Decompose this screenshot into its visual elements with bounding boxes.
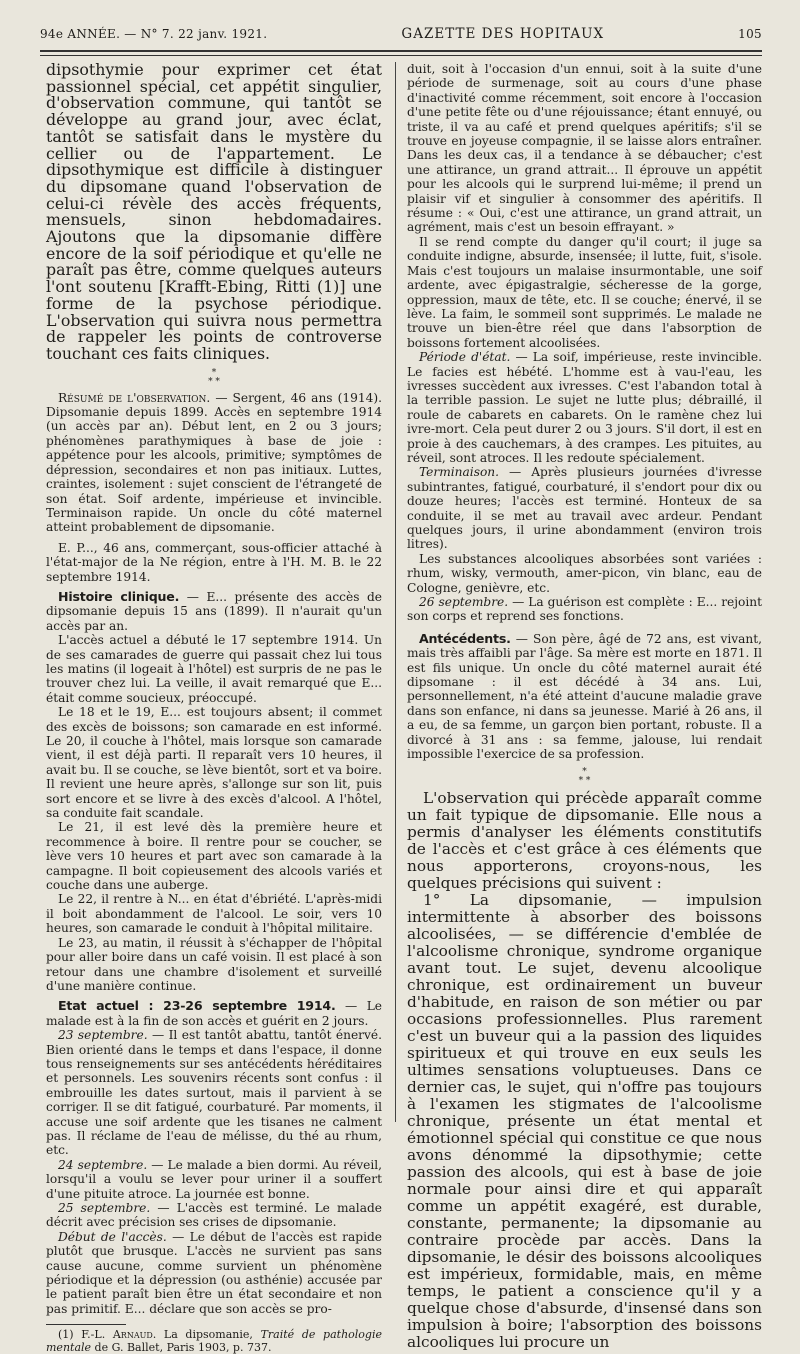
page-header	[40, 26, 762, 48]
antecedents-heading: Antécédents.	[419, 630, 511, 646]
etat-heading: Etat actuel : 23-26 septembre 1914.	[58, 998, 336, 1014]
periode-label: Période d'état.	[419, 350, 511, 365]
resume-text: — Sergent, 46 ans (1914). Dipsomanie depuis 1899. Accès en septembre 1914 (un accès par an). Début lent, en 2 ou 3 jours; phénomènes parathymiques à base de joie : appétence pour les alcools, primitive; symptômes de dépression, secondaires et non pas initiaux. Luttes, craintes, isolement : sujet conscient de l'étrangeté de son état. Soif ardente, impérieuse et invincible. Terminaison rapide. Un oncle du côté maternel atteint probablement de dipsomanie.	[46, 390, 382, 535]
d24-text: — Le malade a bien dormi. Au réveil, lorsqu'il a voulu se lever pour uriner il a souffert d'une pituite atroce. La journée est bonne.	[46, 1157, 382, 1201]
danger-paragraph: Il se rend compte du danger qu'il court; il juge sa conduite indigne, absurde, insensée; il lutte, fuit, s'isole. Mais c'est toujours un malaise insurmontable, une soif ardente, avec épigastralgie, sécheresse de la gorge, oppression, maux de tête, etc. Il se couche; énervé, il se lève. La faim, le sommeil sont supprimés. Le malade ne trouve un bien-être réel que dans l'absorption de boissons fortement alcoolisées.	[407, 234, 762, 350]
d23-paragraph	[46, 1028, 382, 1158]
footnote-title: Traité de pathologie mentale	[46, 1328, 382, 1354]
right-column	[407, 62, 762, 1351]
acces-paragraph: L'accès actuel a débuté le 17 septembre 1914. Un de ses camarades de guerre qui passait chez lui tous les matins (il logeait à l'hôtel) est surpris de ne pas le trouver chez lui. La veille, il avait remarqué que E... était comme soucieux, préoccupé.	[46, 633, 382, 705]
section-separator-2: * * *	[578, 766, 591, 786]
observation-paragraph: L'observation qui précède apparaît comme un fait typique de dipsomanie. Elle nous a permis d'analyser les éléments constitutifs de l'accès et c'est grâce à ces éléments que nous apporterons, croyons-nous, les quelques précisions qui suivent :	[407, 788, 762, 892]
p23-paragraph: Le 23, au matin, il réussit à s'échapper de l'hôpital pour aller boire dans un café voisin. Il est placé à son retour dans une chambre d'isolement et surveillé d'une manière continue.	[46, 935, 382, 993]
journal-title: GAZETTE DES HOPITAUX	[401, 26, 605, 42]
section-separator: * * *	[208, 367, 220, 387]
debut-label: Début de l'accès.	[58, 1229, 167, 1244]
d23-label: 23 septembre.	[58, 1028, 148, 1043]
substances-paragraph: Les substances alcooliques absorbées sont variées : rhum, wisky, vermouth, amer-picon, vin blanc, eau de Cologne, genièvre, etc.	[407, 551, 762, 595]
periode-text: — La soif, impérieuse, reste invincible. Le facies est hébété. L'homme est à vau-l'eau, les ivresses succèdent aux ivresses. C'est l'abandon total à la terrible passion. Le sujet ne lutte plus; débraillé, il roule de cabarets en cabarets. On le ramène chez lui ivre-mort. Cela peut durer 2 ou 3 jours. S'il dort, il est en proie à des cauchemars, à des crampes. Les pituites, au réveil, sont atroces. Il les redoute spécialement.	[407, 350, 762, 465]
terminaison-label: Terminaison.	[419, 465, 500, 480]
p21-paragraph: Le 21, il est levé dès la première heure et recommence à boire. Il rentre pour se coucher, se lève vers 10 heures et part avec son camarade à la campagne. Il boit copieusement des alcools variés et couche dans une auberge.	[46, 820, 382, 893]
d25-label: 25 septembre.	[58, 1201, 151, 1215]
header-rule-thin	[40, 55, 762, 56]
debut-text: — Le début de l'accès est rapide plutôt que brusque. L'accès ne survient pas sans cause aucune, comme survient un phénomène périodique et la dépression (ou asthénie) accusée par le patient paraît bien être un état secondaire et non pas primitif. E... déclare que son accès se pro-	[46, 1229, 382, 1316]
footnote-number: (1)	[58, 1328, 74, 1342]
d25-text: — L'accès est terminé. Le malade décrit avec précision ses crises de dipsomanie.	[46, 1201, 382, 1230]
histoire-paragraph	[46, 590, 382, 633]
periode-paragraph	[407, 350, 762, 465]
d24-paragraph	[46, 1158, 382, 1201]
footnote-author: F.-L. Arnaud.	[73, 1328, 157, 1342]
etat-text: — Le malade est à la fin de son accès et guérit en 2 jours.	[46, 999, 382, 1028]
resume-label: Résumé de l'observation.	[58, 390, 211, 405]
d24-label: 24 septembre.	[58, 1157, 148, 1172]
d26-text: — La guérison est complète : E... rejoint son corps et reprend ses fonctions.	[407, 595, 762, 624]
left-column	[46, 62, 382, 1354]
terminaison-paragraph	[407, 465, 762, 551]
d26-paragraph	[407, 595, 762, 624]
point1-paragraph: 1° La dipsomanie, — impulsion intermittente à absorber des boissons alcoolisées, — se différencie d'emblée de l'alcoolisme chronique, syndrome organique avant tout. Le sujet, devenu alcoolique chronique, est ordinairement un buveur d'habitude, en raison de son métier ou par occasions professionnelles. Plus rarement c'est un buveur qui a la passion des liquides spiritueux et qui trouve en eux seuls les ultimes sensations voluptueuses. Dans ce dernier cas, le sujet, qui n'offre pas toujours à l'examen les stigmates de l'alcoolisme chronique, présente un état mental et émotionnel spécial qui constitue ce que nous avons dénommé la dipsothymie; cette passion des alcools, qui est à base de joie normale pour ainsi dire et qui apparaît comme un appétit exagéré, est durable, constante, permanente; la dipsomanie au contraire procède par accès. Dans la dipsomanie, le désir des boissons alcooliques est impérieux, formidable, mais, en même temps, le patient a conscience qu'il y a quelque chose d'absurde, d'insensé dans son impulsion à boire; l'absorption des boissons alcooliques lui procure un	[407, 890, 762, 1351]
debut-paragraph	[46, 1230, 382, 1316]
d25-paragraph	[46, 1201, 382, 1230]
patient-paragraph: E. P..., 46 ans, commerçant, sous-officier attaché à l'état-major de la Ne région, entre à l'H. M. B. le 22 septembre 1914.	[46, 540, 382, 584]
histoire-text: — E... présente des accès de dipsomanie depuis 15 ans (1899). Il n'aurait qu'un accès par an.	[46, 589, 382, 633]
footnote	[46, 1329, 382, 1354]
footnote-rule	[46, 1324, 126, 1325]
p22-paragraph: Le 22, il rentre à N... en état d'ébriété. L'après-midi il boit abondamment de l'alcool. Le soir, vers 10 heures, son camarade le conduit à l'hôpital militaire.	[46, 892, 382, 936]
d26-label: 26 septembre.	[419, 595, 509, 610]
histoire-heading: Histoire clinique.	[58, 588, 180, 604]
d23-text: — Il est tantôt abattu, tantôt énervé. Bien orienté dans le temps et dans l'espace, il donne tous renseignements sur ses antécédents héréditaires et personnels. Les souvenirs récents sont confus : il embrouille les dates surtout, mais il parvient à se corriger. Il se dit fatigué, courbaturé. Par moments, il accuse une soif ardente que les tisanes ne calment pas. Il réclame de l'eau de mélisse, du thé au rhum, etc.	[46, 1028, 382, 1158]
resume-paragraph	[46, 391, 382, 535]
etat-paragraph	[46, 999, 382, 1028]
terminaison-text: — Après plusieurs journées d'ivresse subintrantes, fatigué, courbaturé, il s'endort pour dix ou douze heures; l'accès est terminé. Honteux de sa conduite, il se met au travail avec ardeur. Pendant quelques jours, il urine abondamment (environ trois litres).	[407, 465, 762, 552]
antecedents-paragraph	[407, 632, 762, 762]
header-rule-thick	[40, 50, 762, 52]
footnote-end: de G. Ballet, Paris 1903, p. 737.	[91, 1340, 272, 1354]
page-number: 105	[738, 27, 762, 41]
intro-paragraph: dipsothymie pour exprimer cet état passionnel spécial, cet appétit singulier, d'observation commune, qui tantôt se développe au grand jour, avec éclat, tantôt se satisfait dans le mystère du cellier ou de l'appartement. Le dipsothymique est difficile à distinguer du dipsomane quand l'observation de celui-ci révèle des accès fréquents, mensuels, sinon hebdomadaires. Ajoutons que la dipsomanie diffère encore de la soif périodique et qu'elle ne paraît pas être, comme quelques auteurs l'ont soutenu [Krafft-Ebing, Ritti (1)] une forme de la psychose périodique. L'observation qui suivra nous permettra de rappeler les points de controverse touchant ces faits cliniques.	[46, 60, 382, 363]
continuation-paragraph: duit, soit à l'occasion d'un ennui, soit à la suite d'une période de surmenage, soit au cours d'une phase d'inactivité comme récemment, soit encore à l'occasion d'une petite fête ou d'une réjouissance; étant ennuyé, ou triste, il va au café et prend quelques apéritifs; s'il se trouve en joyeuse compagnie, il se laisse alors entraîner. Dans les deux cas, il a tendance à se débaucher; c'est une attirance, un grand attrait... Il éprouve un appétit pour les alcools qui le surprend lui-même; il prend un plaisir vif et singulier à consommer des apéritifs. Il résume : « Oui, c'est une attirance, un grand attrait, un agrément, mais c'est un besoin effrayant. »	[407, 62, 762, 235]
column-divider	[395, 62, 396, 1122]
footnote-text: La dipsomanie,	[156, 1328, 261, 1342]
p18-paragraph: Le 18 et le 19, E... est toujours absent; il commet des excès de boissons; son camarade en est informé. Le 20, il couche à l'hôtel, mais lorsque son camarade vient, il est déjà parti. Il reparaît vers 10 heures, il avait bu. Il se couche, se lève bientôt, sort et va boire. Il revient une heure après, s'allonge sur son lit, puis sort encore et se livre à des excès d'alcool. A l'hôtel, sa conduite fait scandale.	[46, 705, 382, 821]
antecedents-text: — Son père, âgé de 72 ans, est vivant, mais très affaibli par l'âge. Sa mère est morte en 1871. Il est fils unique. Un oncle du côté maternel aurait été dipsomane : il est décédé à 34 ans. Lui, personnellement, n'a été atteint d'aucune maladie grave dans son enfance, ni dans sa jeunesse. Marié à 26 ans, il a eu, de sa femme, un garçon bien portant, robuste. Il a divorcé à 31 ans : sa femme, jalouse, lui rendait impossible l'exercice de sa profession.	[407, 631, 762, 762]
issue-info: 94e ANNÉE. — N° 7. 22 janv. 1921.	[40, 27, 268, 41]
